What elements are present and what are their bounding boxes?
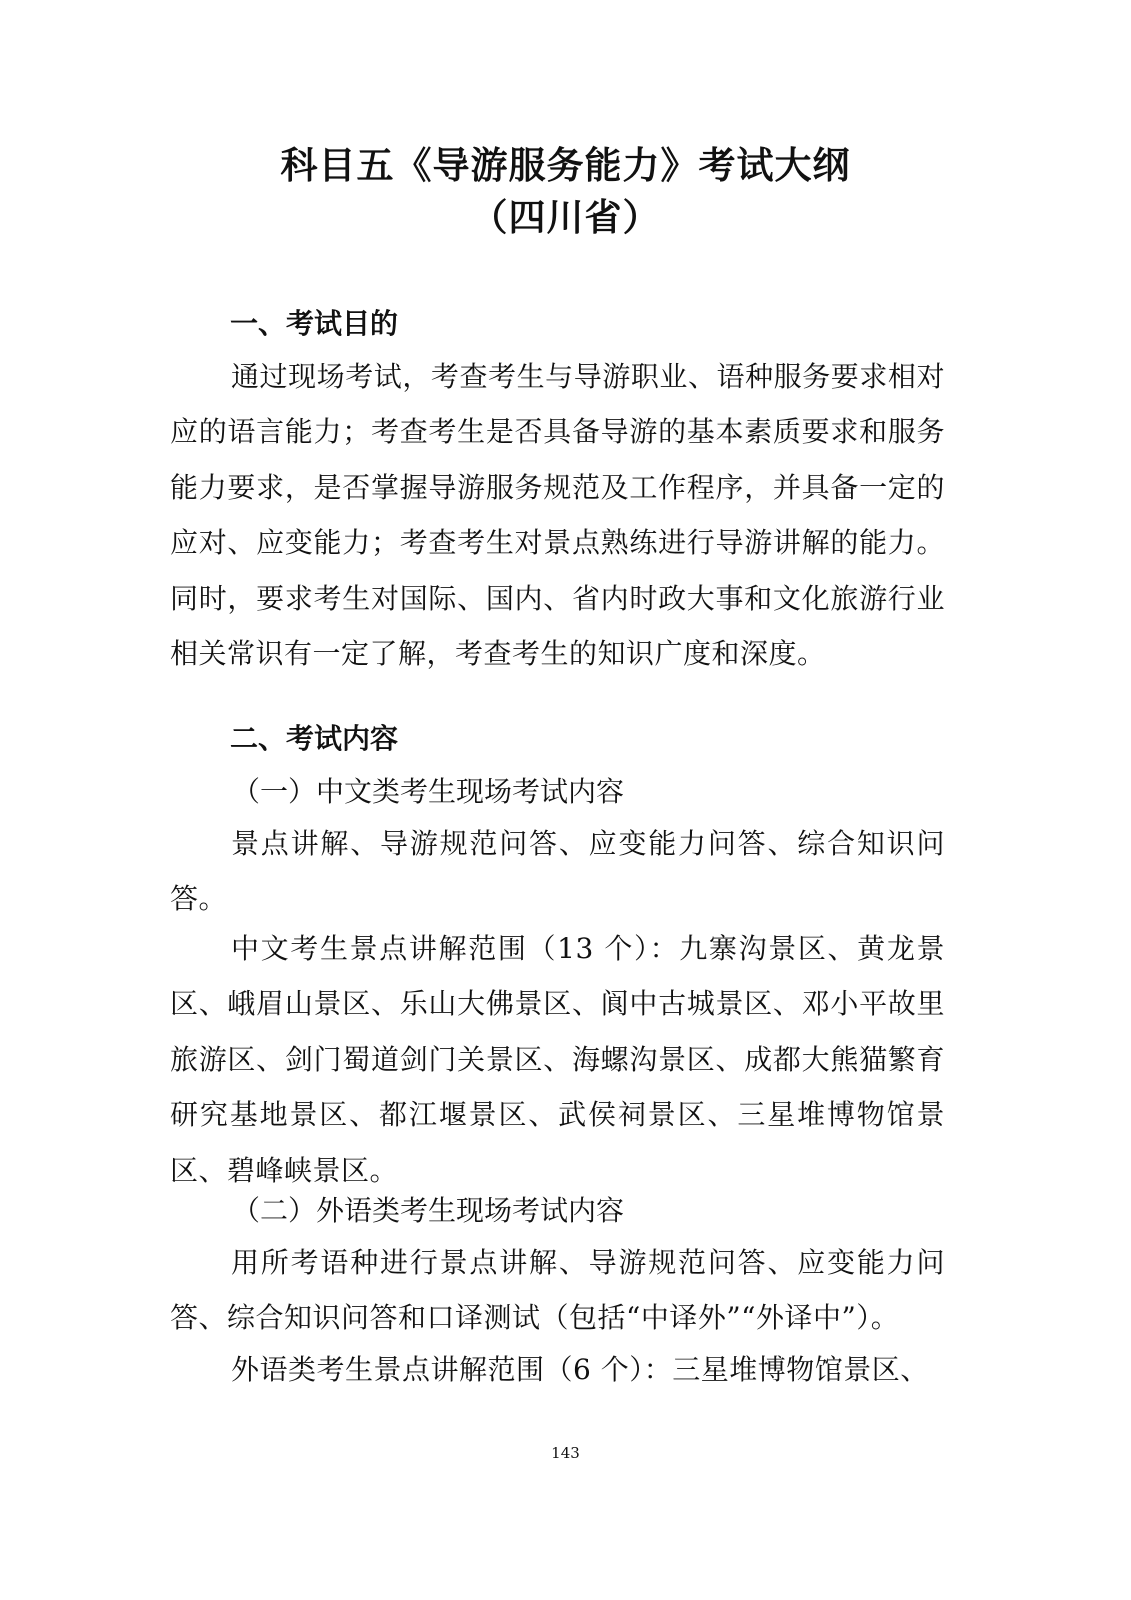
page-number: 143 — [551, 1444, 580, 1462]
paragraph-foreign-sites: 外语类考生景点讲解范围（6 个）：三星堆博物馆景区、 — [231, 1353, 929, 1386]
paragraph-chinese-sites: 中文考生景点讲解范围（13 个）：九寨沟景区、黄龙景区、峨眉山景区、乐山大佛景区、阆中古城景区、邓小平故里旅游区、剑门蜀道剑门关景区、海螺沟景区、成都大熊猫繁育研究基地景区、都江堰景区、武侯祠景区、三星堆博物馆景区、碧峰峡景区。 — [170, 932, 945, 1187]
document-subtitle: （四川省） — [470, 196, 661, 239]
section-heading-content: 二、考试内容 — [230, 722, 399, 755]
section-heading-purpose: 一、考试目的 — [230, 307, 399, 340]
paragraph-purpose: 通过现场考试，考查考生与导游职业、语种服务要求相对应的语言能力；考查考生是否具备导游的基本素质要求和服务能力要求，是否掌握导游服务规范及工作程序，并具备一定的应对、应变能力；考查考生对景点熟练进行导游讲解的能力。同时，要求考生对国际、国内、省内时政大事和文化旅游行业相关常识有一定了解，考查考生的知识广度和深度。 — [170, 360, 945, 671]
paragraph-chinese-content: 景点讲解、导游规范问答、应变能力问答、综合知识问答。 — [170, 827, 945, 916]
document-title: 科目五《导游服务能力》考试大纲 — [280, 144, 851, 187]
paragraph-foreign-content: 用所考语种进行景点讲解、导游规范问答、应变能力问答、综合知识问答和口译测试（包括“中译外”“外译中”）。 — [170, 1246, 945, 1335]
subsection-heading-foreign: （二）外语类考生现场考试内容 — [232, 1194, 625, 1227]
subsection-heading-chinese: （一）中文类考生现场考试内容 — [232, 775, 625, 808]
